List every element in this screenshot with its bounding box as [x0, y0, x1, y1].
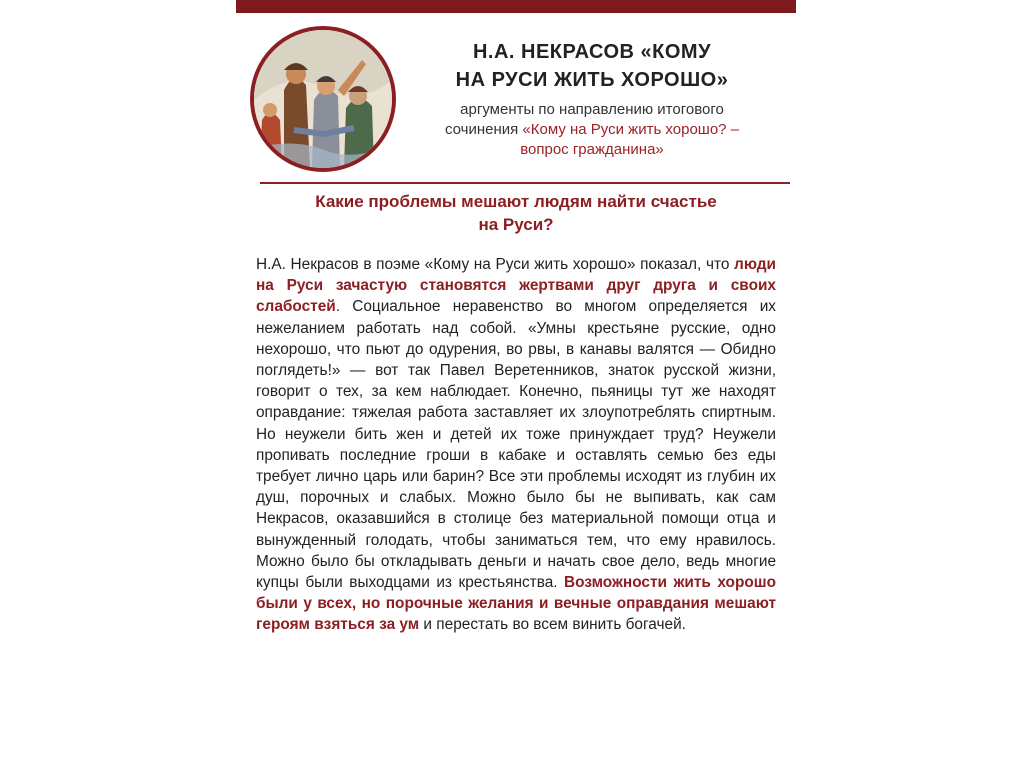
top-bar: [236, 0, 796, 13]
page-title: [412, 38, 772, 94]
question-line-2: на Руси?: [478, 215, 554, 234]
subtitle-line-3: вопрос гражданина»: [520, 141, 664, 158]
illustration-medallion: [250, 26, 396, 172]
peasants-illustration: [254, 30, 392, 168]
section-question: [266, 190, 766, 236]
title-line-1: Н.А. НЕКРАСОВ «КОМУ: [472, 41, 712, 63]
article-body: [256, 254, 776, 636]
divider-rule: [260, 182, 790, 184]
article-highlight-2: Возможности жить хорошо были у всех, но порочные желания и вечные оправдания мешают героям взяться за ум: [256, 574, 776, 634]
subtitle-accent: «Кому на Руси жить хорошо? –: [522, 121, 740, 138]
subtitle: [412, 100, 772, 160]
subtitle-line-1: аргументы по направлению итогового: [460, 101, 724, 118]
article-text-3: и перестать во всем винить богачей.: [419, 616, 686, 634]
subtitle-line-2: [412, 120, 772, 140]
article-text-2: . Социальное неравенство во многом определяется их нежеланием работать над собой. «Умны крестьяне русские, одно нехорошо, что пьют до одурения, во рвы, в канавы валятся — Обидно поглядеть!» — вот так Павел Веретенников, знаток русской жизни, говорит о тех, за кем наблюдает. Конечно, пьяницы тут же находят оправдание: тяжелая работа заставляет их злоупотреблять спиртным. Но неужели бить жен и детей их тоже принуждает труд? Неужели пропивать последние гроши в кабаке и оставлять семью без еды требует лично царь или барин? Все эти проблемы исходят из глубин их душ, порочных и слабых. Можно было бы не выпивать, как сам Некрасов, оказавшийся в столице без материальной помощи отца и вынужденный голодать, чтобы заниматься тем, что ему нравилось. Можно было бы откладывать деньги и начать свое дело, ведь многие купцы были выходцами из крестьянства.: [256, 298, 776, 592]
title-line-2: НА РУСИ ЖИТЬ ХОРОШО»: [455, 69, 729, 91]
article-text-1: Н.А. Некрасов в поэме «Кому на Руси жить хорошо» показал, что: [256, 256, 735, 273]
subtitle-prefix: сочинения: [444, 121, 523, 138]
article-highlight-1: люди на Руси зачастую становятся жертвами друг друга и своих слабостей: [256, 256, 776, 316]
question-line-1: Какие проблемы мешают людям найти счастье: [315, 192, 717, 211]
document-page: [236, 0, 796, 767]
